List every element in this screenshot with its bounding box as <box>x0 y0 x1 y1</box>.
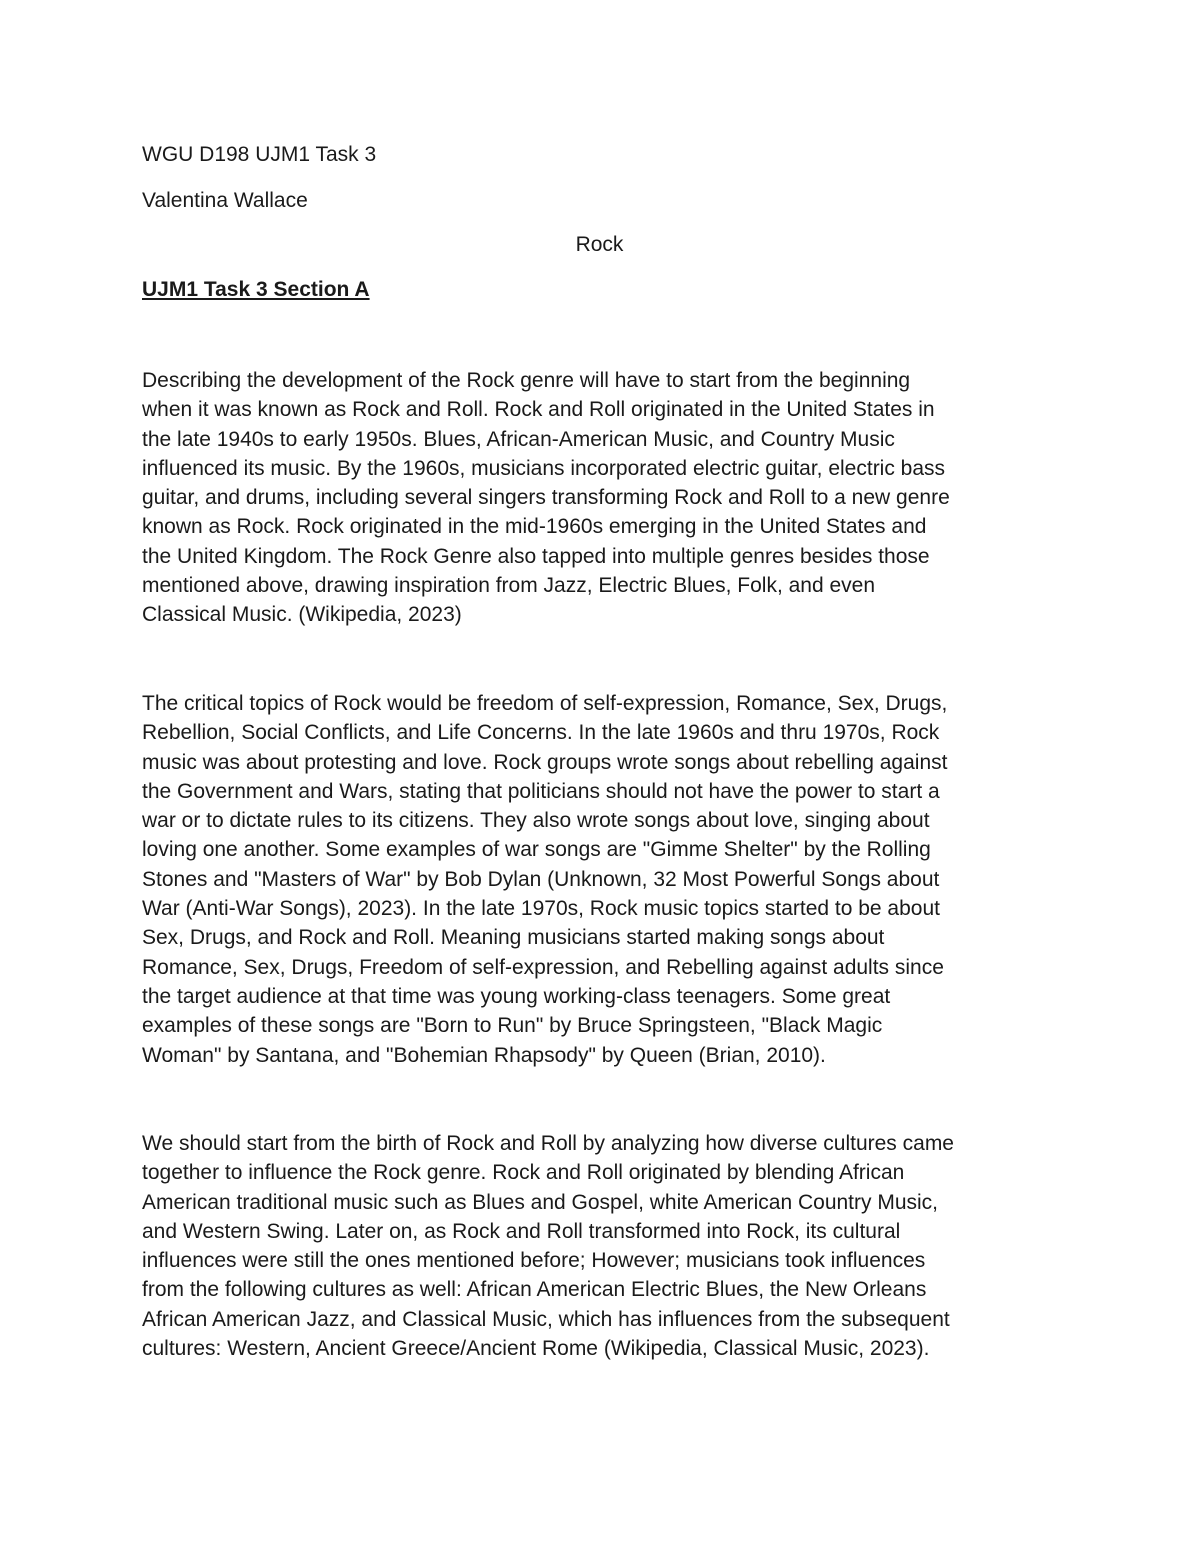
document-title: Rock <box>575 233 624 256</box>
paragraph-line: American traditional music such as Blues and Gospel, white American Country Music, <box>142 1190 939 1214</box>
paragraph-line: African American Jazz, and Classical Music, which has influences from the subsequent <box>142 1307 950 1331</box>
paragraph-line: War (Anti-War Songs), 2023). In the late 1970s, Rock music topics started to be about <box>142 897 940 921</box>
paragraph-line: the late 1940s to early 1950s. Blues, African-American Music, and Country Music <box>142 427 895 451</box>
paragraph-line: examples of these songs are "Born to Run" by Bruce Springsteen, "Black Magic <box>142 1014 883 1038</box>
paragraph-line: the United Kingdom. The Rock Genre also tapped into multiple genres besides those <box>142 544 930 568</box>
paragraph-line: We should start from the birth of Rock and Roll by analyzing how diverse cultures came <box>142 1132 954 1155</box>
paragraph-line: Romance, Sex, Drugs, Freedom of self-expression, and Rebelling against adults since <box>142 955 944 979</box>
paragraph-topics <box>142 689 1057 1070</box>
paragraph-line: influences were still the ones mentioned before; However; musicians took influences <box>142 1249 926 1273</box>
paragraph-line: Sex, Drugs, and Rock and Roll. Meaning musicians started making songs about <box>142 926 885 950</box>
paragraph-line: music was about protesting and love. Rock groups wrote songs about rebelling against <box>142 750 948 774</box>
paragraph-line: the Government and Wars, stating that politicians should not have the power to start a <box>142 779 940 803</box>
paragraph-line: war or to dictate rules to its citizens. They also wrote songs about love, singing about <box>142 809 930 833</box>
paragraph-line: cultures: Western, Ancient Greece/Ancient Rome (Wikipedia, Classical Music, 2023). <box>142 1337 930 1361</box>
paragraph-line: Classical Music. (Wikipedia, 2023) <box>142 603 462 627</box>
paragraph-line: together to influence the Rock genre. Rock and Roll originated by blending African <box>142 1161 905 1185</box>
paragraph-line: The critical topics of Rock would be freedom of self-expression, Romance, Sex, Drugs, <box>142 692 948 715</box>
paragraph-line: Rebellion, Social Conflicts, and Life Concerns. In the late 1960s and thru 1970s, Rock <box>142 721 940 745</box>
author-name: Valentina Wallace <box>142 189 308 212</box>
paragraph-line: when it was known as Rock and Roll. Rock and Roll originated in the United States in <box>142 398 935 422</box>
paragraph-line: and Western Swing. Later on, as Rock and Roll transformed into Rock, its cultural <box>142 1219 901 1243</box>
paragraph-line: from the following cultures as well: African American Electric Blues, the New Orleans <box>142 1278 927 1302</box>
paragraph-line: guitar, and drums, including several singers transforming Rock and Roll to a new genre <box>142 486 950 510</box>
paragraph-line: Stones and "Masters of War" by Bob Dylan (Unknown, 32 Most Powerful Songs about <box>142 867 940 891</box>
paragraph-line: influenced its music. By the 1960s, musicians incorporated electric guitar, electric bass <box>142 456 946 480</box>
paragraph-development <box>142 366 1057 630</box>
paragraph-line: Woman" by Santana, and "Bohemian Rhapsody" by Queen (Brian, 2010). <box>142 1043 826 1067</box>
paragraph-cultures <box>142 1129 1057 1363</box>
course-line: WGU D198 UJM1 Task 3 <box>142 143 377 166</box>
section-heading: UJM1 Task 3 Section A <box>142 278 370 301</box>
paragraph-line: known as Rock. Rock originated in the mid-1960s emerging in the United States and <box>142 515 927 539</box>
paragraph-line: the target audience at that time was young working-class teenagers. Some great <box>142 984 891 1008</box>
paragraph-line: Describing the development of the Rock genre will have to start from the beginning <box>142 369 911 392</box>
paragraph-line: loving one another. Some examples of war songs are "Gimme Shelter" by the Rolling <box>142 838 931 862</box>
paragraph-line: mentioned above, drawing inspiration from Jazz, Electric Blues, Folk, and even <box>142 574 876 598</box>
